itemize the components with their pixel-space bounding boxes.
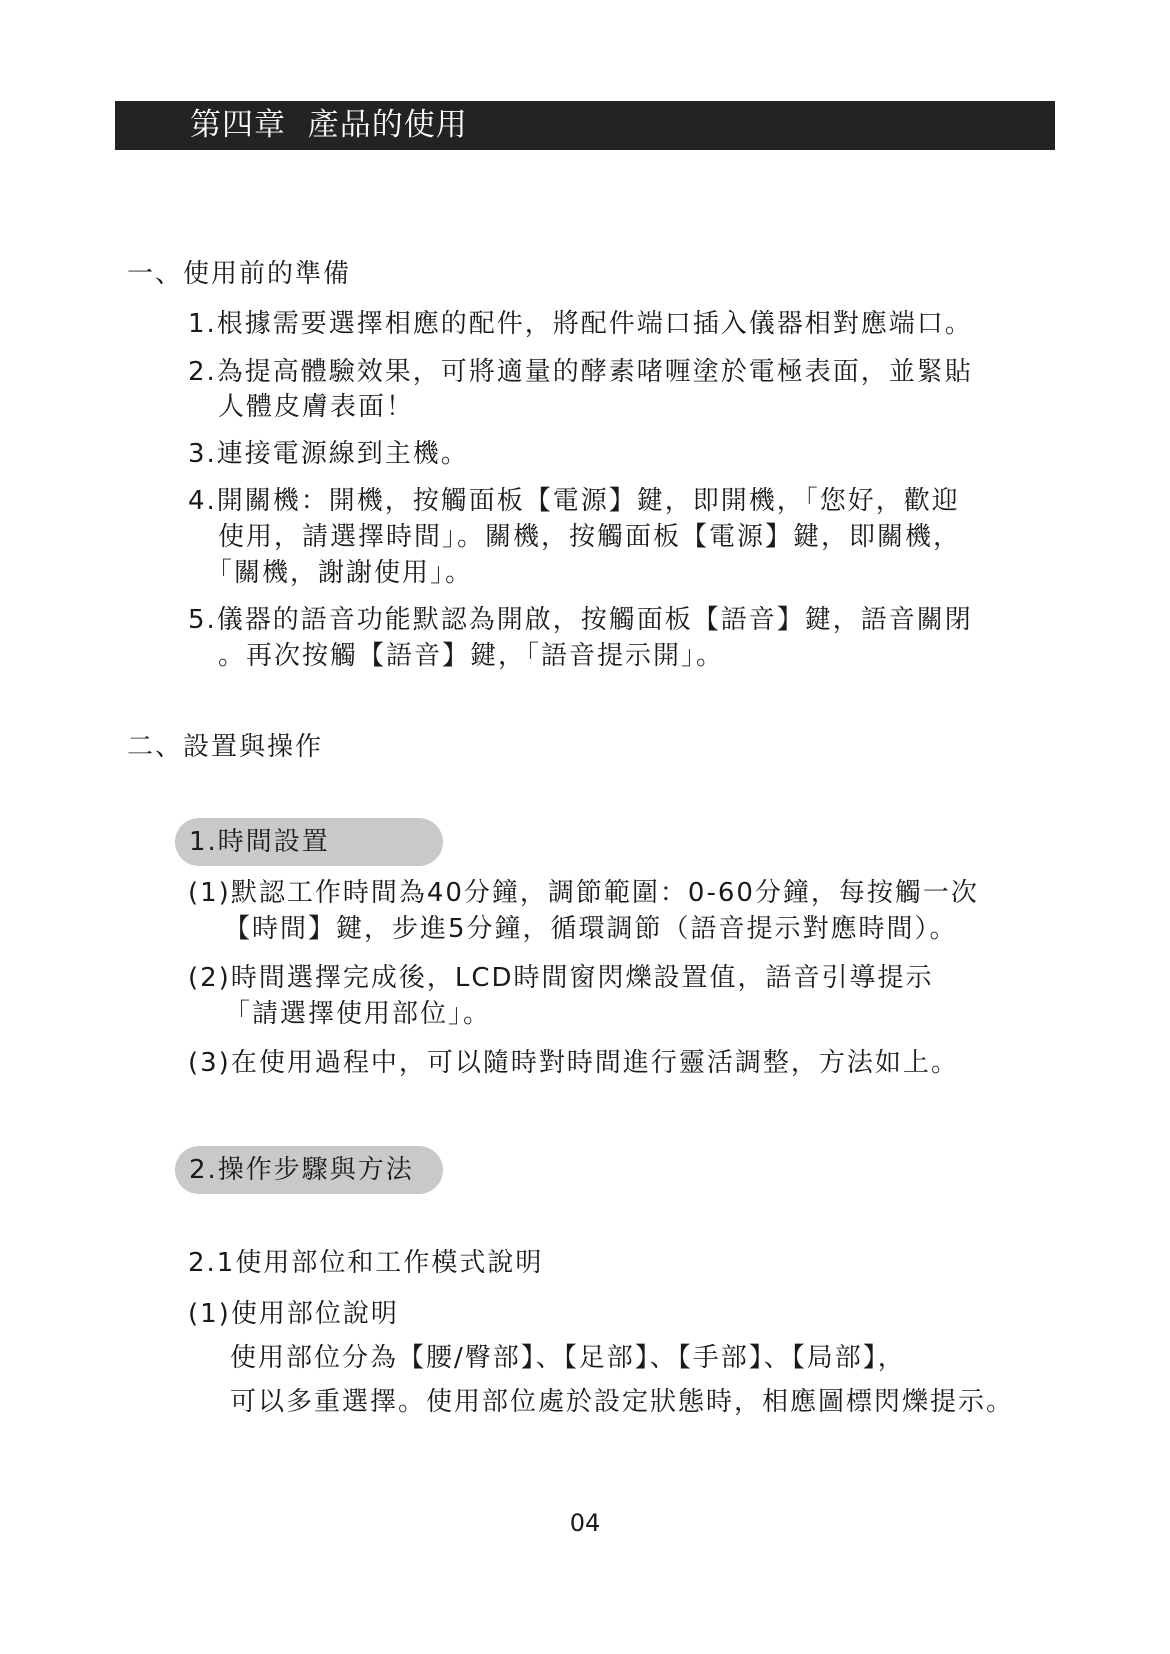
section-heading-preparation: 一、使用前的準備 (127, 259, 352, 289)
subsection-heading-body-parts: 2.1使用部位和工作模式說明 (188, 1248, 544, 1278)
section-heading-settings: 二、設置與操作 (127, 732, 324, 762)
time-item-2-line-2: 「請選擇使用部位」。 (224, 999, 492, 1029)
prep-item-4-line-3: 「關機，謝謝使用」。 (206, 558, 474, 588)
prep-item-3-line-1: 3.連接電源線到主機。 (188, 439, 469, 469)
prep-item-5-line-1: 5.儀器的語音功能默認為開啟，按觸面板【語音】鍵，語音關閉 (188, 605, 973, 635)
prep-item-4-line-2: 使用，請選擇時間」。關機，按觸面板【電源】鍵，即關機， (218, 522, 962, 552)
time-item-3-line-1: (3)在使用過程中，可以隨時對時間進行靈活調整，方法如上。 (188, 1048, 959, 1078)
chapter-header-bar (115, 101, 1055, 150)
chapter-title: 第四章 產品的使用 (190, 107, 468, 143)
prep-item-2-line-2: 人體皮膚表面！ (218, 392, 415, 422)
prep-item-2-line-1: 2.為提高體驗效果，可將適量的酵素啫喱塗於電極表面，並緊貼 (188, 357, 973, 387)
subsection-pill-time-setting (175, 818, 443, 866)
item-heading-body-parts: (1)使用部位說明 (188, 1299, 399, 1329)
subsection-label-time-setting: 1.時間設置 (189, 827, 330, 857)
subsection-pill-operation-steps (175, 1146, 443, 1194)
body-parts-line-1: 使用部位分為【腰/臀部】、【足部】、【手部】、【局部】， (230, 1343, 906, 1373)
body-parts-line-2: 可以多重選擇。使用部位處於設定狀態時，相應圖標閃爍提示。 (230, 1387, 1015, 1417)
prep-item-5-line-2: 。再次按觸【語音】鍵，「語音提示開」。 (218, 641, 725, 671)
prep-item-4-line-1: 4.開關機：開機，按觸面板【電源】鍵，即開機，「您好，歡迎 (188, 486, 960, 516)
time-item-2-line-1: (2)時間選擇完成後，LCD時間窗閃爍設置值，語音引導提示 (188, 963, 934, 993)
page-number: 04 (569, 1509, 601, 1537)
prep-item-1-line-1: 1.根據需要選擇相應的配件，將配件端口插入儀器相對應端口。 (188, 309, 973, 339)
time-item-1-line-2: 【時間】鍵，步進5分鐘，循環調節（語音提示對應時間）。 (224, 914, 958, 944)
time-item-1-line-1: (1)默認工作時間為40分鐘，調節範圍：0-60分鐘，每按觸一次 (188, 878, 979, 908)
subsection-label-operation-steps: 2.操作步驟與方法 (189, 1155, 414, 1185)
